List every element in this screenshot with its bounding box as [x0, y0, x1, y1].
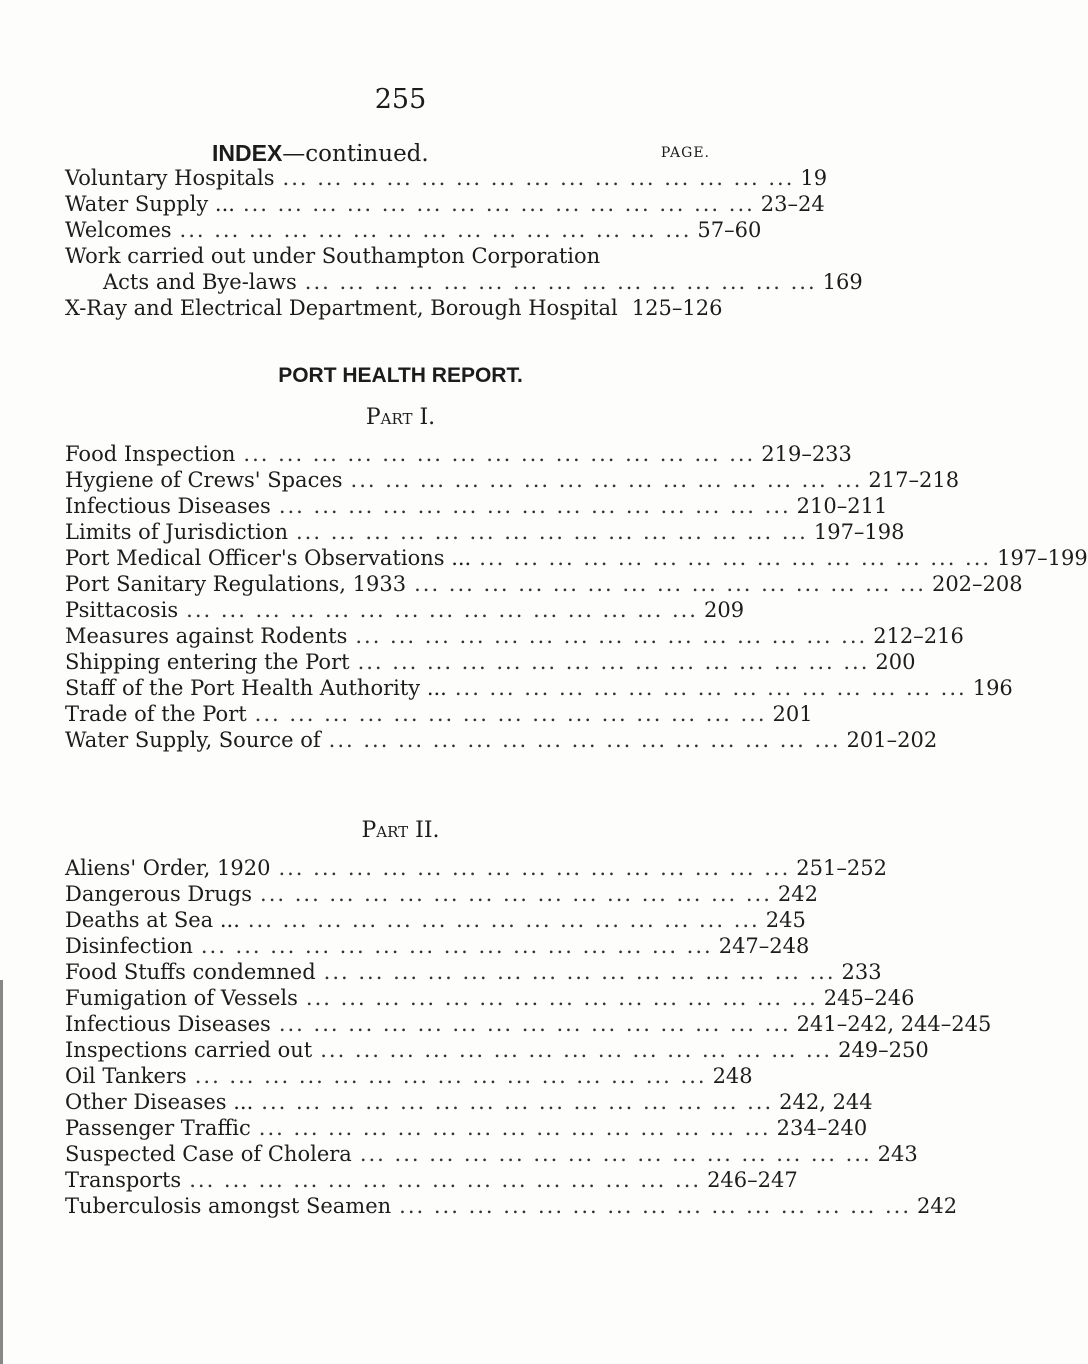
index-entry: Work carried out under Southampton Corporation [65, 244, 601, 268]
index-entry: Acts and Bye-laws ... ... ... ... ... ... ... ... ... ... ... ... ... ... ... 169 [103, 270, 863, 294]
part-2-entry: Transports ... ... ... ... ... ... ... ... ... ... ... ... ... ... ... 246–247 [65, 1168, 798, 1192]
part-2-entry: Infectious Diseases ... ... ... ... ... ... ... ... ... ... ... ... ... ... ... 241–242, 244–245 [65, 1012, 992, 1036]
part-1-entry-list [65, 442, 1088, 754]
index-entry: Water Supply ... ... ... ... ... ... ... ... ... ... ... ... ... ... ... ... 23–24 [65, 192, 825, 216]
part-1-entry: Infectious Diseases ... ... ... ... ... ... ... ... ... ... ... ... ... ... ... 210–211 [65, 494, 888, 518]
part-2-entry: Suspected Case of Cholera ... ... ... ... ... ... ... ... ... ... ... ... ... ... ... 243 [65, 1142, 918, 1166]
part-2-entry: Aliens' Order, 1920 ... ... ... ... ... ... ... ... ... ... ... ... ... ... ... 251–252 [65, 856, 887, 880]
part-2-entry: Oil Tankers ... ... ... ... ... ... ... ... ... ... ... ... ... ... ... 248 [65, 1064, 753, 1088]
part-1-entry: Water Supply, Source of ... ... ... ... ... ... ... ... ... ... ... ... ... ... ... 201–202 [65, 728, 938, 752]
part-2-entry: Fumigation of Vessels ... ... ... ... ... ... ... ... ... ... ... ... ... ... ... 245–246 [65, 986, 915, 1010]
part-2-entry: Passenger Traffic ... ... ... ... ... ... ... ... ... ... ... ... ... ... ... 234–240 [65, 1116, 868, 1140]
part-2-title: Part II. [361, 818, 440, 843]
part-2-entry: Inspections carried out ... ... ... ... ... ... ... ... ... ... ... ... ... ... ... 249–250 [65, 1038, 929, 1062]
part-2-entry-list [65, 856, 992, 1220]
index-entry: X-Ray and Electrical Department, Borough Hospital 125–126 [65, 296, 723, 320]
index-heading-rest: —continued. [282, 141, 429, 167]
part-1-entry: Port Medical Officer's Observations ... ... ... ... ... ... ... ... ... ... ... ... ... ... ... ... 197–199 [65, 546, 1088, 570]
part-1-entry: Trade of the Port ... ... ... ... ... ... ... ... ... ... ... ... ... ... ... 201 [65, 702, 813, 726]
part-2-entry: Tuberculosis amongst Seamen ... ... ... ... ... ... ... ... ... ... ... ... ... ... ... 242 [65, 1194, 958, 1218]
part-2-entry: Other Diseases ... ... ... ... ... ... ... ... ... ... ... ... ... ... ... ... 242, 244 [65, 1090, 873, 1114]
part-1-entry: Hygiene of Crews' Spaces ... ... ... ... ... ... ... ... ... ... ... ... ... ... ... 217–218 [65, 468, 960, 492]
part-2-entry: Dangerous Drugs ... ... ... ... ... ... ... ... ... ... ... ... ... ... ... 242 [65, 882, 818, 906]
index-heading-bold: INDEX [212, 140, 283, 166]
index-entry-list [65, 166, 863, 322]
page-number: 255 [374, 84, 427, 115]
part-1-entry: Psittacosis ... ... ... ... ... ... ... ... ... ... ... ... ... ... ... 209 [65, 598, 745, 622]
port-health-title: PORT HEALTH REPORT. [278, 364, 523, 387]
page-column-label: PAGE. [660, 145, 710, 161]
part-1-title: Part I. [365, 405, 436, 430]
index-heading [212, 140, 429, 167]
part-1-entry: Port Sanitary Regulations, 1933 ... ... ... ... ... ... ... ... ... ... ... ... ... ... ... 202–208 [65, 572, 1023, 596]
part-1-entry: Shipping entering the Port ... ... ... ... ... ... ... ... ... ... ... ... ... ... ... 200 [65, 650, 916, 674]
part-2-entry: Deaths at Sea ... ... ... ... ... ... ... ... ... ... ... ... ... ... ... ... 245 [65, 908, 806, 932]
part-1-entry: Measures against Rodents ... ... ... ... ... ... ... ... ... ... ... ... ... ... ... 212–216 [65, 624, 964, 648]
part-1-entry: Staff of the Port Health Authority ... ... ... ... ... ... ... ... ... ... ... ... ... ... ... ... 196 [65, 676, 1013, 700]
part-1-entry: Food Inspection ... ... ... ... ... ... ... ... ... ... ... ... ... ... ... 219–233 [65, 442, 852, 466]
index-entry: Voluntary Hospitals ... ... ... ... ... ... ... ... ... ... ... ... ... ... ... 19 [65, 166, 828, 190]
part-2-entry: Disinfection ... ... ... ... ... ... ... ... ... ... ... ... ... ... ... 247–248 [65, 934, 810, 958]
page-edge-shadow [0, 980, 3, 1364]
index-entry: Welcomes ... ... ... ... ... ... ... ... ... ... ... ... ... ... ... 57–60 [65, 218, 762, 242]
part-2-entry: Food Stuffs condemned ... ... ... ... ... ... ... ... ... ... ... ... ... ... ... 233 [65, 960, 882, 984]
part-1-entry: Limits of Jurisdiction ... ... ... ... ... ... ... ... ... ... ... ... ... ... ... 197–198 [65, 520, 905, 544]
